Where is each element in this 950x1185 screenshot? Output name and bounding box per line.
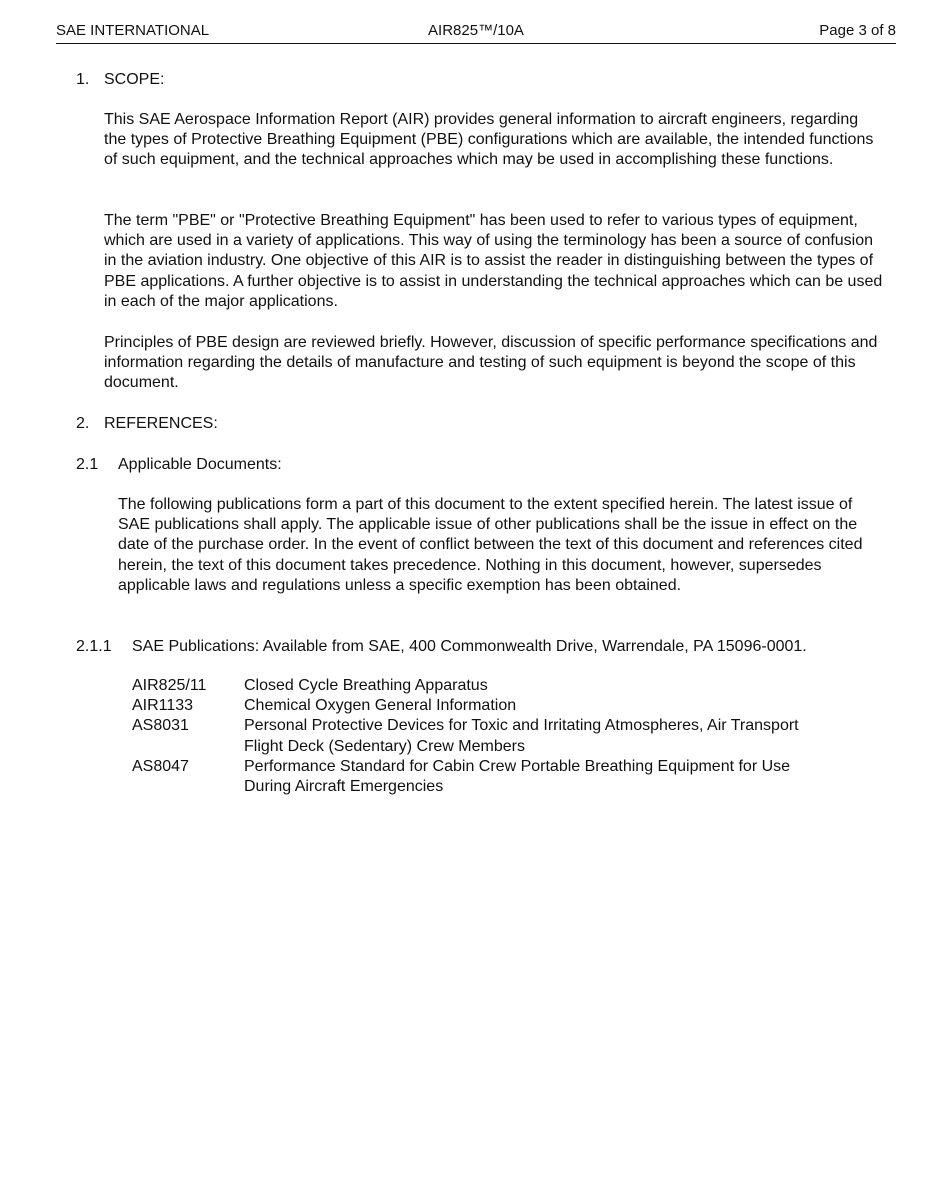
reference-row: [132, 716, 872, 756]
scope-paragraph-3: Principles of PBE design are reviewed briefly. However, discussion of specific performance specifications and information regarding the details of manufacture and testing of such equipment is beyond the scope of this document.: [104, 334, 878, 392]
scope-paragraph-2: The term "PBE" or "Protective Breathing Equipment" has been used to refer to various types of equipment, which are used in a variety of applications. This way of using the terminology has been a source of confusion in the aviation industry. One objective of this AIR is to assist the reader in distinguishing between the types of PBE applications. A further objective is to assist in understanding the technical approaches which can be used in each of the major applications.: [104, 212, 883, 310]
reference-row: [132, 676, 872, 696]
scope-paragraph-1: This SAE Aerospace Information Report (AIR) provides general information to aircraft engineers, regarding the types of Protective Breathing Equipment (PBE) configurations which are available, the intended functions of such equipment, and the technical approaches which may be used in accomplishing these functions.: [104, 111, 874, 169]
reference-code: AS8047: [132, 757, 189, 775]
header-page-number: Page 3 of 8: [819, 22, 896, 39]
reference-title: Performance Standard for Cabin Crew Portable Breathing Equipment for Use During Aircraft Emergencies: [244, 757, 791, 796]
applicable-documents-paragraph: The following publications form a part of this document to the extent specified herein. The latest issue of SAE publications shall apply. The applicable issue of other publications shall be the issue in effect on the date of the purchase order. In the event of conflict between the text of this document and references cited herein, the text of this document takes precedence. Nothing in this document, however, supersedes applicable laws and regulations unless a specific exemption has been obtained.: [118, 496, 863, 594]
section-number: 2.: [76, 415, 90, 432]
reference-row: [132, 757, 872, 797]
header-org: SAE INTERNATIONAL: [56, 22, 210, 39]
reference-code: AS8031: [132, 717, 189, 735]
section-number: 1.: [76, 71, 90, 88]
section-number: 2.1: [76, 456, 99, 473]
reference-code: AIR1133: [132, 697, 194, 715]
reference-code: AIR825/11: [132, 677, 207, 694]
section-title: REFERENCES:: [104, 415, 218, 432]
header-doc-id: AIR825™/10A: [428, 22, 524, 39]
section-number: 2.1.1: [76, 638, 112, 655]
reference-row: [132, 696, 872, 716]
page-header: [56, 21, 896, 44]
reference-list: [132, 676, 872, 797]
reference-title: Chemical Oxygen General Information: [244, 697, 517, 715]
section-title: Applicable Documents:: [118, 456, 282, 473]
section-title: SAE Publications: Available from SAE, 400 Commonwealth Drive, Warrendale, PA 15096-0001.: [132, 638, 807, 655]
section-title: SCOPE:: [104, 71, 165, 88]
reference-title: Personal Protective Devices for Toxic and Irritating Atmospheres, Air Transport Flight Deck (Sedentary) Crew Members: [244, 717, 799, 755]
reference-title: Closed Cycle Breathing Apparatus: [244, 677, 488, 694]
